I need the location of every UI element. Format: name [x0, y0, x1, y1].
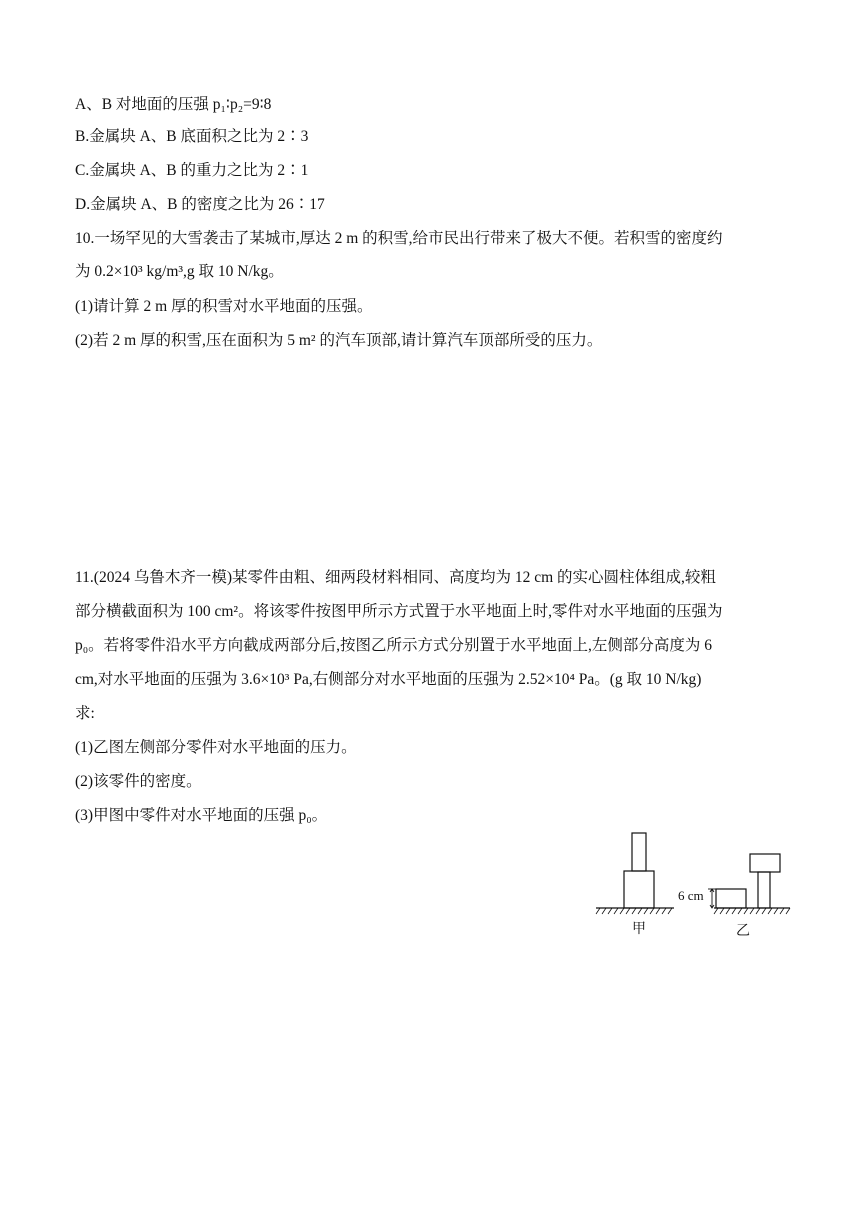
ground-hatch-jia: [596, 908, 672, 914]
q9-option-d: D.金属块 A、B 的密度之比为 26∶17: [75, 196, 325, 213]
ground-hatch-yi: [714, 908, 790, 914]
q11-sub-2: (2)该零件的密度。: [75, 773, 202, 790]
dimension-label: 6 cm: [678, 888, 704, 903]
q11-sub-3: (3)甲图中零件对水平地面的压强 p₀。: [75, 807, 328, 824]
q11-line-5: 求:: [75, 705, 95, 722]
q11-line-2: 部分横截面积为 100 cm²。将该零件按图甲所示方式置于水平地面上时,零件对水平地面的压强为: [75, 603, 723, 620]
q11-line-1: 11.(2024 乌鲁木齐一模)某零件由粗、细两段材料相同、高度均为 12 cm 的实心圆柱体组成,较粗: [75, 569, 716, 586]
q10-line-1: 10.一场罕见的大雪袭击了某城市,厚达 2 m 的积雪,给市民出行带来了极大不便。若积雪的密度约: [75, 230, 723, 247]
right-thick-part-yi: [750, 854, 780, 872]
right-thin-part-yi: [758, 872, 770, 908]
left-part-yi: [716, 889, 746, 908]
q10-line-2: 为 0.2×10³ kg/m³,g 取 10 N/kg。: [75, 263, 284, 280]
q9-option-c: C.金属块 A、B 的重力之比为 2∶1: [75, 162, 309, 179]
q11-sub-1: (1)乙图左侧部分零件对水平地面的压力。: [75, 739, 357, 756]
q11-line-4: cm,对水平地面的压强为 3.6×10³ Pa,右侧部分对水平地面的压强为 2.52×10⁴ Pa。(g 取 10 N/kg): [75, 671, 702, 688]
thick-cylinder-jia: [624, 871, 654, 908]
q11-line-3: p₀。若将零件沿水平方向截成两部分后,按图乙所示方式分别置于水平地面上,左侧部分高度为 6: [75, 637, 713, 654]
cylinder-figure: [594, 828, 794, 938]
figure-label-yi: 乙: [736, 924, 750, 939]
q10-sub-1: (1)请计算 2 m 厚的积雪对水平地面的压强。: [75, 298, 373, 315]
q9-option-a: A、B 对地面的压强 p₁∶p₂=9∶8: [75, 96, 272, 113]
q10-sub-2: (2)若 2 m 厚的积雪,压在面积为 5 m² 的汽车顶部,请计算汽车顶部所受的压力。: [75, 332, 603, 349]
thin-cylinder-jia: [632, 833, 646, 871]
q9-option-b: B.金属块 A、B 底面积之比为 2∶3: [75, 128, 309, 145]
figure-label-jia: 甲: [632, 922, 646, 937]
cylinder-diagram: [594, 828, 794, 938]
